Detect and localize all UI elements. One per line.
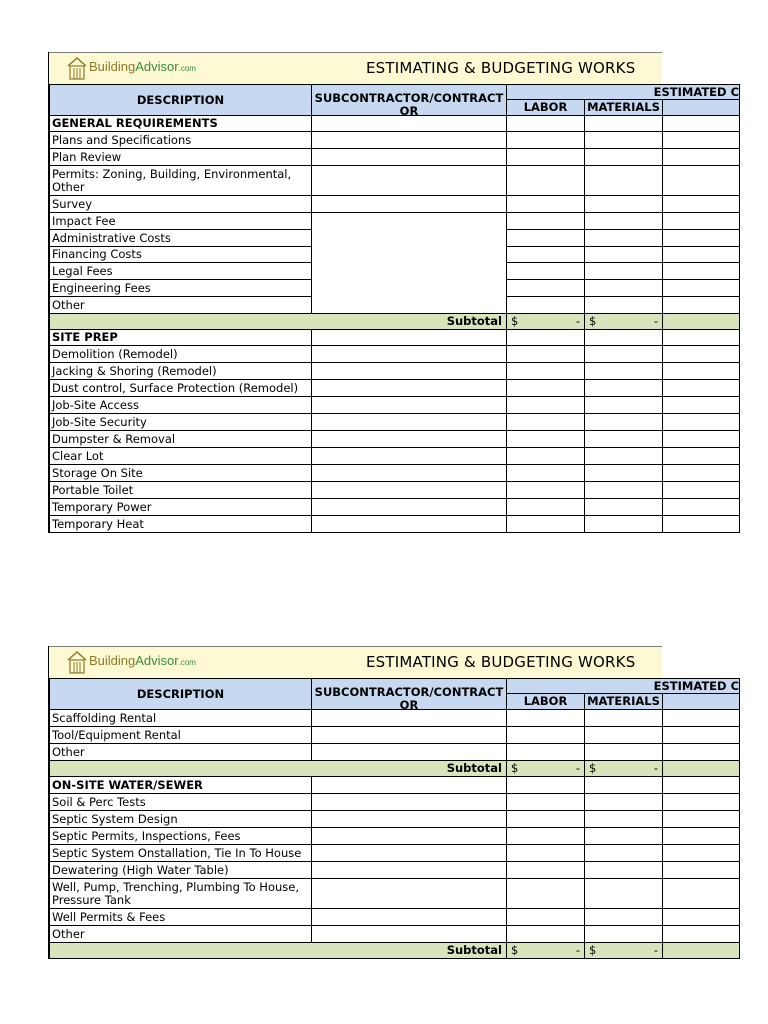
extra-cell[interactable]	[663, 397, 740, 414]
materials-subtotal	[585, 761, 663, 777]
buildingadvisor-logo	[67, 650, 196, 674]
extra-cell[interactable]	[663, 363, 740, 380]
labor-subtotal	[507, 314, 585, 330]
labor-header: LABOR	[507, 694, 585, 710]
extra-cell[interactable]	[663, 516, 740, 533]
logo-advisor-text: Advisor	[135, 653, 179, 668]
table-row	[50, 380, 740, 397]
row-description: Job-Site Security	[50, 414, 312, 431]
worksheet-page-1	[48, 52, 740, 533]
table-row	[50, 414, 740, 431]
materials-cell[interactable]	[585, 862, 663, 879]
logo-building-text: Building	[89, 653, 136, 668]
materials-cell[interactable]	[585, 280, 663, 297]
worksheet-banner	[49, 646, 662, 678]
labor-cell[interactable]	[507, 482, 585, 499]
subcontractor-cell[interactable]	[312, 196, 507, 213]
row-description: Septic Permits, Inspections, Fees	[50, 828, 312, 845]
subcontractor-cell[interactable]	[312, 828, 507, 845]
section-heading: GENERAL REQUIREMENTS	[50, 116, 312, 132]
subcontractor-cell[interactable]	[312, 346, 507, 363]
subcontractor-cell[interactable]	[312, 380, 507, 397]
row-description: Legal Fees	[50, 263, 312, 280]
extra-cell[interactable]	[663, 414, 740, 431]
row-description: Permits: Zoning, Building, Environmental, Other	[50, 166, 312, 196]
subcontractor-cell[interactable]	[312, 744, 507, 761]
subcontractor-cell[interactable]	[312, 149, 507, 166]
table-row	[50, 499, 740, 516]
labor-cell[interactable]	[507, 811, 585, 828]
extra-cell[interactable]	[663, 213, 740, 230]
dash-value: -	[575, 943, 580, 957]
dollar-sign: $	[589, 314, 597, 328]
subcontractor-cell[interactable]	[312, 465, 507, 482]
subcontractor-cell[interactable]	[312, 845, 507, 862]
subcontractor-merged-cell[interactable]	[312, 213, 507, 314]
materials-cell[interactable]	[585, 330, 663, 346]
row-description: Plan Review	[50, 149, 312, 166]
materials-cell[interactable]	[585, 879, 663, 909]
labor-cell[interactable]	[507, 448, 585, 465]
labor-cell[interactable]	[507, 213, 585, 230]
materials-header: MATERIALS	[585, 694, 663, 710]
extra-cell[interactable]	[663, 263, 740, 280]
materials-header: MATERIALS	[585, 100, 663, 116]
labor-cell[interactable]	[507, 330, 585, 346]
logo-com-text: .com	[178, 64, 196, 73]
dash-value: -	[575, 314, 580, 328]
row-description: Job-Site Access	[50, 397, 312, 414]
dash-value: -	[653, 761, 658, 775]
extra-cell[interactable]	[663, 811, 740, 828]
table-row	[50, 166, 740, 196]
extra-cell[interactable]	[663, 431, 740, 448]
subcontractor-header	[312, 679, 507, 710]
materials-subtotal	[585, 314, 663, 330]
dollar-sign: $	[511, 761, 519, 775]
subcontractor-cell[interactable]	[312, 132, 507, 149]
table-row	[50, 727, 740, 744]
labor-cell[interactable]	[507, 247, 585, 263]
materials-cell[interactable]	[585, 909, 663, 926]
extra-cell[interactable]	[663, 828, 740, 845]
extra-cell[interactable]	[663, 448, 740, 465]
extra-cell[interactable]	[663, 926, 740, 943]
materials-cell[interactable]	[585, 727, 663, 744]
dash-value: -	[575, 761, 580, 775]
extra-cell[interactable]	[663, 280, 740, 297]
extra-subtotal	[663, 314, 740, 330]
extra-cell[interactable]	[663, 132, 740, 149]
labor-cell[interactable]	[507, 710, 585, 727]
labor-cell[interactable]	[507, 263, 585, 280]
extra-cell[interactable]	[663, 794, 740, 811]
labor-header: LABOR	[507, 100, 585, 116]
subcontractor-cell[interactable]	[312, 482, 507, 499]
extra-cell[interactable]	[663, 845, 740, 862]
extra-cell[interactable]	[663, 727, 740, 744]
subcontractor-cell[interactable]	[312, 727, 507, 744]
estimated-cost-label: ESTIMATED C	[653, 84, 740, 99]
extra-cell[interactable]	[663, 777, 740, 794]
row-description: Impact Fee	[50, 213, 312, 230]
extra-cell[interactable]	[663, 710, 740, 727]
labor-cell[interactable]	[507, 862, 585, 879]
row-description: Storage On Site	[50, 465, 312, 482]
house-icon	[67, 650, 87, 674]
dollar-sign: $	[589, 761, 597, 775]
row-description: Financing Costs	[50, 247, 312, 263]
materials-cell[interactable]	[585, 116, 663, 132]
labor-cell[interactable]	[507, 794, 585, 811]
table-row	[50, 465, 740, 482]
extra-cell[interactable]	[663, 909, 740, 926]
extra-cell[interactable]	[663, 346, 740, 363]
subcontractor-cell[interactable]	[312, 414, 507, 431]
labor-cell[interactable]	[507, 363, 585, 380]
extra-cell[interactable]	[663, 149, 740, 166]
header-extra-cell	[663, 694, 740, 710]
subcontractor-cell[interactable]	[312, 909, 507, 926]
table-row	[50, 909, 740, 926]
materials-cell[interactable]	[585, 149, 663, 166]
description-header: DESCRIPTION	[50, 85, 312, 116]
row-description: Temporary Heat	[50, 516, 312, 533]
materials-cell[interactable]	[585, 346, 663, 363]
subcontractor-cell[interactable]	[312, 448, 507, 465]
row-description: Engineering Fees	[50, 280, 312, 297]
row-description: Scaffolding Rental	[50, 710, 312, 727]
subcontractor-cell[interactable]	[312, 777, 507, 794]
extra-cell[interactable]	[663, 330, 740, 346]
labor-cell[interactable]	[507, 166, 585, 196]
materials-cell[interactable]	[585, 448, 663, 465]
labor-cell[interactable]	[507, 777, 585, 794]
subcontractor-cell[interactable]	[312, 397, 507, 414]
table-row	[50, 482, 740, 499]
materials-cell[interactable]	[585, 397, 663, 414]
table-row	[50, 744, 740, 761]
table-row	[50, 710, 740, 727]
extra-cell[interactable]	[663, 297, 740, 314]
subtotal-label: Subtotal	[50, 314, 507, 330]
materials-cell[interactable]	[585, 213, 663, 230]
header-row-top	[50, 85, 740, 100]
labor-cell[interactable]	[507, 346, 585, 363]
table-row	[50, 149, 740, 166]
subcontractor-cell[interactable]	[312, 794, 507, 811]
table-row	[50, 879, 740, 909]
extra-cell[interactable]	[663, 196, 740, 213]
table-row	[50, 363, 740, 380]
labor-cell[interactable]	[507, 828, 585, 845]
table-row	[50, 196, 740, 213]
labor-cell[interactable]	[507, 297, 585, 314]
table-row	[50, 845, 740, 862]
materials-cell[interactable]	[585, 465, 663, 482]
materials-cell[interactable]	[585, 828, 663, 845]
materials-cell[interactable]	[585, 230, 663, 247]
materials-cell[interactable]	[585, 380, 663, 397]
header-extra-cell	[663, 100, 740, 116]
table-row	[50, 926, 740, 943]
extra-cell[interactable]	[663, 465, 740, 482]
labor-cell[interactable]	[507, 516, 585, 533]
subtotal-row	[50, 943, 740, 959]
row-description: Demolition (Remodel)	[50, 346, 312, 363]
logo-advisor-text: Advisor	[135, 59, 179, 74]
row-description: Septic System Design	[50, 811, 312, 828]
buildingadvisor-logo	[67, 56, 196, 80]
table-row	[50, 811, 740, 828]
row-description: Well Permits & Fees	[50, 909, 312, 926]
subtotal-label: Subtotal	[50, 761, 507, 777]
materials-cell[interactable]	[585, 811, 663, 828]
subtotal-label: Subtotal	[50, 943, 507, 959]
logo-com-text: .com	[178, 658, 196, 667]
labor-cell[interactable]	[507, 116, 585, 132]
labor-cell[interactable]	[507, 380, 585, 397]
table-row	[50, 132, 740, 149]
subcontractor-cell[interactable]	[312, 431, 507, 448]
section-general-requirements	[50, 116, 740, 132]
materials-cell[interactable]	[585, 710, 663, 727]
estimated-cost-header	[507, 679, 740, 694]
labor-cell[interactable]	[507, 845, 585, 862]
materials-cell[interactable]	[585, 431, 663, 448]
estimate-table-1	[49, 84, 740, 533]
extra-cell[interactable]	[663, 230, 740, 247]
labor-cell[interactable]	[507, 431, 585, 448]
house-icon	[67, 56, 87, 80]
materials-cell[interactable]	[585, 263, 663, 280]
extra-cell[interactable]	[663, 380, 740, 397]
labor-cell[interactable]	[507, 879, 585, 909]
subcontractor-header-text: SUBCONTRACTOR/CONTRACT OR	[314, 685, 504, 712]
extra-cell[interactable]	[663, 499, 740, 516]
subcontractor-cell[interactable]	[312, 166, 507, 196]
subcontractor-cell[interactable]	[312, 926, 507, 943]
extra-cell[interactable]	[663, 879, 740, 909]
materials-cell[interactable]	[585, 777, 663, 794]
labor-subtotal	[507, 943, 585, 959]
labor-cell[interactable]	[507, 280, 585, 297]
labor-cell[interactable]	[507, 414, 585, 431]
materials-cell[interactable]	[585, 414, 663, 431]
row-description: Septic System Onstallation, Tie In To House	[50, 845, 312, 862]
worksheet-title: ESTIMATING & BUDGETING WORKS	[366, 653, 636, 671]
row-description: Dust control, Surface Protection (Remodel)	[50, 380, 312, 397]
extra-cell[interactable]	[663, 166, 740, 196]
estimate-table-2	[49, 678, 740, 959]
row-description: Well, Pump, Trenching, Plumbing To House, Pressure Tank	[50, 879, 312, 909]
materials-cell[interactable]	[585, 132, 663, 149]
extra-cell[interactable]	[663, 247, 740, 263]
worksheet-banner	[49, 52, 662, 84]
subcontractor-cell[interactable]	[312, 363, 507, 380]
worksheet-title: ESTIMATING & BUDGETING WORKS	[366, 59, 636, 77]
labor-cell[interactable]	[507, 397, 585, 414]
estimated-cost-header	[507, 85, 740, 100]
extra-subtotal	[663, 761, 740, 777]
subcontractor-cell[interactable]	[312, 710, 507, 727]
subtotal-row	[50, 314, 740, 330]
description-header: DESCRIPTION	[50, 679, 312, 710]
table-row	[50, 346, 740, 363]
section-heading: ON-SITE WATER/SEWER	[50, 777, 312, 794]
table-row	[50, 794, 740, 811]
materials-cell[interactable]	[585, 363, 663, 380]
extra-cell[interactable]	[663, 744, 740, 761]
logo-building-text: Building	[89, 59, 136, 74]
subcontractor-cell[interactable]	[312, 330, 507, 346]
labor-cell[interactable]	[507, 744, 585, 761]
labor-cell[interactable]	[507, 465, 585, 482]
subcontractor-header-text: SUBCONTRACTOR/CONTRACT OR	[314, 91, 504, 118]
labor-cell[interactable]	[507, 926, 585, 943]
subcontractor-header	[312, 85, 507, 116]
extra-cell[interactable]	[663, 116, 740, 132]
row-description: Dewatering (High Water Table)	[50, 862, 312, 879]
labor-cell[interactable]	[507, 499, 585, 516]
header-row-top	[50, 679, 740, 694]
row-description: Jacking & Shoring (Remodel)	[50, 363, 312, 380]
materials-cell[interactable]	[585, 482, 663, 499]
dollar-sign: $	[511, 943, 519, 957]
materials-cell[interactable]	[585, 516, 663, 533]
materials-cell[interactable]	[585, 845, 663, 862]
subcontractor-cell[interactable]	[312, 862, 507, 879]
dash-value: -	[653, 943, 658, 957]
row-description: Portable Toilet	[50, 482, 312, 499]
table-row	[50, 516, 740, 533]
subcontractor-cell[interactable]	[312, 811, 507, 828]
row-description: Clear Lot	[50, 448, 312, 465]
subcontractor-cell[interactable]	[312, 879, 507, 909]
dollar-sign: $	[511, 314, 519, 328]
labor-cell[interactable]	[507, 230, 585, 247]
row-description: Administrative Costs	[50, 230, 312, 247]
table-row	[50, 431, 740, 448]
table-row	[50, 448, 740, 465]
materials-cell[interactable]	[585, 926, 663, 943]
row-description: Plans and Specifications	[50, 132, 312, 149]
section-site-prep	[50, 330, 740, 346]
labor-cell[interactable]	[507, 909, 585, 926]
section-onsite-water-sewer	[50, 777, 740, 794]
row-description: Other	[50, 297, 312, 314]
row-description: Dumpster & Removal	[50, 431, 312, 448]
materials-subtotal	[585, 943, 663, 959]
row-description: Other	[50, 744, 312, 761]
row-description: Soil & Perc Tests	[50, 794, 312, 811]
materials-cell[interactable]	[585, 794, 663, 811]
materials-cell[interactable]	[585, 196, 663, 213]
labor-cell[interactable]	[507, 132, 585, 149]
table-row	[50, 828, 740, 845]
dollar-sign: $	[589, 943, 597, 957]
table-row	[50, 862, 740, 879]
materials-cell[interactable]	[585, 297, 663, 314]
subcontractor-cell[interactable]	[312, 516, 507, 533]
subtotal-row	[50, 761, 740, 777]
labor-cell[interactable]	[507, 196, 585, 213]
table-row	[50, 397, 740, 414]
row-description: Tool/Equipment Rental	[50, 727, 312, 744]
subcontractor-cell[interactable]	[312, 499, 507, 516]
row-description: Survey	[50, 196, 312, 213]
extra-cell[interactable]	[663, 862, 740, 879]
table-row	[50, 213, 740, 230]
materials-cell[interactable]	[585, 499, 663, 516]
labor-cell[interactable]	[507, 149, 585, 166]
materials-cell[interactable]	[585, 744, 663, 761]
dash-value: -	[653, 314, 658, 328]
section-heading: SITE PREP	[50, 330, 312, 346]
worksheet-page-2	[48, 646, 740, 959]
labor-subtotal	[507, 761, 585, 777]
labor-cell[interactable]	[507, 727, 585, 744]
extra-subtotal	[663, 943, 740, 959]
extra-cell[interactable]	[663, 482, 740, 499]
materials-cell[interactable]	[585, 166, 663, 196]
estimated-cost-label: ESTIMATED C	[653, 678, 740, 693]
materials-cell[interactable]	[585, 247, 663, 263]
row-description: Temporary Power	[50, 499, 312, 516]
row-description: Other	[50, 926, 312, 943]
